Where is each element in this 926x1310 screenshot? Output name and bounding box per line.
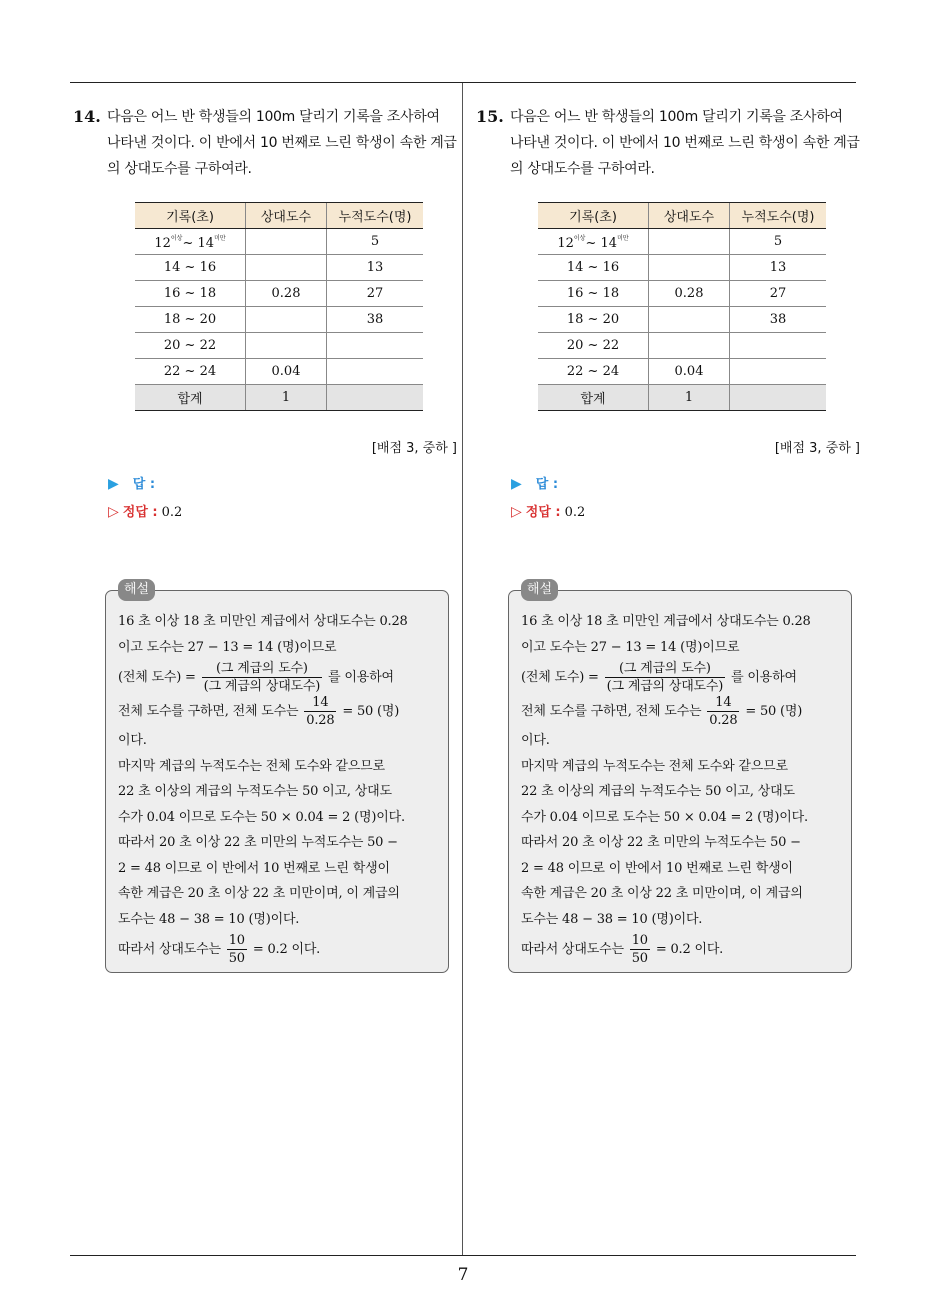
header-record: 기록(초) <box>538 203 649 229</box>
fraction-denominator: 50 <box>631 951 648 966</box>
cumulative-cell <box>730 333 827 359</box>
cumulative-cell: 27 <box>327 281 424 307</box>
explanation-line: 2 = 48 이므로 이 반에서 10 번째로 느린 학생이 <box>118 860 390 876</box>
table-row <box>538 359 826 385</box>
explanation-line: 22 초 이상의 계급의 누적도수는 50 이고, 상대도 <box>521 784 795 799</box>
formula-suffix: = 0.2 이다. <box>655 942 724 957</box>
table-total-row <box>538 385 826 411</box>
header-relative: 상대도수 <box>649 203 730 229</box>
explanation-line: 마지막 계급의 누적도수는 전체 도수와 같으므로 <box>521 758 788 774</box>
formula-lhs: (전체 도수) = <box>118 670 196 685</box>
table-row <box>135 359 423 385</box>
formula-prefix: 전체 도수를 구하면, 전체 도수는 <box>521 704 702 719</box>
cumulative-cell: 5 <box>730 229 827 255</box>
formula-lhs: (전체 도수) = <box>521 670 599 685</box>
explanation-formula-line <box>521 660 841 694</box>
record-low: 12 <box>557 235 574 251</box>
correct-answer-row <box>108 498 457 526</box>
correct-answer-row <box>511 498 860 526</box>
answer-row <box>108 470 457 498</box>
tag-low: 이상 <box>573 234 586 242</box>
relative-cell <box>649 255 730 281</box>
relative-cell <box>649 229 730 255</box>
table-row <box>538 333 826 359</box>
cumulative-cell <box>327 333 424 359</box>
relative-cell: 0.28 <box>246 281 327 307</box>
explanation-line: 도수는 48 − 38 = 10 (명)이다. <box>521 911 703 927</box>
record-cell: 14 ~ 16 <box>538 255 649 281</box>
table-row <box>135 255 423 281</box>
table-row <box>538 229 826 255</box>
header-relative: 상대도수 <box>246 203 327 229</box>
table-row <box>538 281 826 307</box>
fraction-numerator: 10 <box>228 933 245 948</box>
formula-suffix: = 50 (명) <box>745 704 803 719</box>
fraction-numerator: 14 <box>304 694 336 712</box>
record-high: 14 <box>600 235 618 251</box>
table-row <box>135 333 423 359</box>
formula-prefix: 따라서 상대도수는 <box>118 942 221 957</box>
total-relative: 1 <box>649 385 730 411</box>
record-cell <box>135 229 246 255</box>
cumulative-cell: 38 <box>327 307 424 333</box>
formula-prefix: 전체 도수를 구하면, 전체 도수는 <box>118 704 299 719</box>
explanation-line: 이고 도수는 27 − 13 = 14 (명)이므로 <box>521 639 740 655</box>
column-divider <box>462 83 463 1255</box>
explanation-line: 속한 계급은 20 초 이상 22 초 미만이며, 이 계급의 <box>118 886 400 901</box>
explanation-line: 도수는 48 − 38 = 10 (명)이다. <box>118 911 300 927</box>
cumulative-cell: 13 <box>730 255 827 281</box>
header-record: 기록(초) <box>135 203 246 229</box>
record-cell: 14 ~ 16 <box>135 255 246 281</box>
relative-cell <box>649 333 730 359</box>
explanation-label: 해설 <box>521 579 558 601</box>
formula-suffix: = 0.2 이다. <box>252 942 321 957</box>
problem-15 <box>476 104 860 973</box>
fraction <box>227 932 247 967</box>
record-cell: 22 ~ 24 <box>538 359 649 385</box>
outline-triangle-icon: ▷ <box>108 504 119 520</box>
explanation-line: 마지막 계급의 누적도수는 전체 도수와 같으므로 <box>118 758 385 774</box>
outline-triangle-icon: ▷ <box>511 504 522 520</box>
fraction <box>605 660 725 695</box>
record-low: 12 <box>154 235 171 251</box>
question-number: 15. <box>476 107 504 126</box>
explanation-formula-line <box>521 932 841 966</box>
cumulative-cell <box>730 359 827 385</box>
fraction-numerator: 10 <box>631 933 648 948</box>
header-cumulative: 누적도수(명) <box>327 203 424 229</box>
relative-cell <box>649 307 730 333</box>
explanation-line: 16 초 이상 18 초 미만인 계급에서 상대도수는 0.28 <box>521 614 811 629</box>
table-row <box>135 307 423 333</box>
fraction <box>304 694 336 729</box>
total-label: 합계 <box>538 385 649 411</box>
formula-suffix: 를 이용하여 <box>328 670 394 685</box>
question-header <box>73 104 457 182</box>
explanation-line: 이다. <box>521 733 550 748</box>
question-text: 다음은 어느 반 학생들의 100m 달리기 기록을 조사하여 나타낸 것이다. 이 반에서 10 번째로 느린 학생이 속한 계급의 상대도수를 구하여라. <box>510 109 860 177</box>
fraction-numerator: (그 계급의 도수) <box>202 660 322 678</box>
explanation-formula-line <box>118 660 438 694</box>
record-cell: 16 ~ 18 <box>538 281 649 307</box>
page-number: 7 <box>457 1265 469 1285</box>
answer-row <box>511 470 860 498</box>
explanation-box <box>105 582 449 973</box>
formula-suffix: = 50 (명) <box>342 704 400 719</box>
record-sep: ~ <box>182 235 194 251</box>
fraction-denominator: (그 계급의 상대도수) <box>606 679 724 694</box>
table-total-row <box>135 385 423 411</box>
correct-answer-value: 0.2 <box>564 505 586 520</box>
table-row <box>538 307 826 333</box>
total-cumulative <box>327 385 424 411</box>
fraction-denominator: 0.28 <box>306 713 335 728</box>
formula-suffix: 를 이용하여 <box>731 670 797 685</box>
explanation-formula-line <box>521 694 841 728</box>
fraction-denominator: 50 <box>228 951 245 966</box>
total-label: 합계 <box>135 385 246 411</box>
tag-high: 미만 <box>617 234 629 242</box>
header-cumulative: 누적도수(명) <box>730 203 827 229</box>
top-rule <box>70 82 856 83</box>
frequency-table <box>538 202 826 411</box>
fraction-denominator: (그 계급의 상대도수) <box>203 679 321 694</box>
record-cell: 22 ~ 24 <box>135 359 246 385</box>
tag-low: 이상 <box>170 234 183 242</box>
problem-14 <box>73 104 457 973</box>
explanation-formula-line <box>118 694 438 728</box>
explanation-line: 따라서 20 초 이상 22 초 미만의 누적도수는 50 − <box>521 835 801 850</box>
explanation-formula-line <box>118 932 438 966</box>
correct-answer-label: 정답 : <box>525 505 561 520</box>
record-cell: 16 ~ 18 <box>135 281 246 307</box>
total-relative: 1 <box>246 385 327 411</box>
record-cell: 18 ~ 20 <box>538 307 649 333</box>
table-header-row <box>538 203 826 229</box>
play-triangle-icon: ▶ <box>108 476 119 492</box>
explanation-label: 해설 <box>118 579 155 601</box>
fraction-numerator: 14 <box>707 694 739 712</box>
correct-answer-value: 0.2 <box>161 505 183 520</box>
table-row <box>538 255 826 281</box>
relative-cell <box>246 255 327 281</box>
play-triangle-icon: ▶ <box>511 476 522 492</box>
relative-cell: 0.04 <box>649 359 730 385</box>
formula-prefix: 따라서 상대도수는 <box>521 942 624 957</box>
cumulative-cell: 13 <box>327 255 424 281</box>
fraction <box>630 932 650 967</box>
explanation-line: 22 초 이상의 계급의 누적도수는 50 이고, 상대도 <box>118 784 392 799</box>
record-sep: ~ <box>585 235 597 251</box>
explanation-line: 수가 0.04 이므로 도수는 50 × 0.04 = 2 (명)이다. <box>118 809 405 825</box>
total-cumulative <box>730 385 827 411</box>
frequency-table <box>135 202 423 411</box>
answer-label: 답 : <box>535 477 559 492</box>
relative-cell <box>246 307 327 333</box>
explanation-line: 이다. <box>118 733 147 748</box>
question-text: 다음은 어느 반 학생들의 100m 달리기 기록을 조사하여 나타낸 것이다. 이 반에서 10 번째로 느린 학생이 속한 계급의 상대도수를 구하여라. <box>107 109 457 177</box>
answer-block <box>511 470 860 526</box>
question-header <box>476 104 860 182</box>
record-high: 14 <box>197 235 215 251</box>
table-row <box>135 229 423 255</box>
record-cell: 20 ~ 22 <box>538 333 649 359</box>
bottom-rule <box>70 1255 856 1256</box>
fraction-numerator: (그 계급의 도수) <box>605 660 725 678</box>
fraction <box>707 694 739 729</box>
explanation-line: 따라서 20 초 이상 22 초 미만의 누적도수는 50 − <box>118 835 398 850</box>
explanation-line: 16 초 이상 18 초 미만인 계급에서 상대도수는 0.28 <box>118 614 408 629</box>
cumulative-cell <box>327 359 424 385</box>
relative-cell: 0.28 <box>649 281 730 307</box>
answer-label: 답 : <box>132 477 156 492</box>
record-cell <box>538 229 649 255</box>
fraction <box>202 660 322 695</box>
relative-cell <box>246 229 327 255</box>
table-row <box>135 281 423 307</box>
table-header-row <box>135 203 423 229</box>
cumulative-cell: 27 <box>730 281 827 307</box>
correct-answer-label: 정답 : <box>122 505 158 520</box>
record-cell: 20 ~ 22 <box>135 333 246 359</box>
record-cell: 18 ~ 20 <box>135 307 246 333</box>
explanation-line: 이고 도수는 27 − 13 = 14 (명)이므로 <box>118 639 337 655</box>
explanation-box <box>508 582 852 973</box>
explanation-line: 수가 0.04 이므로 도수는 50 × 0.04 = 2 (명)이다. <box>521 809 808 825</box>
fraction-denominator: 0.28 <box>709 713 738 728</box>
relative-cell <box>246 333 327 359</box>
score-info: [배점 3, 중하 ] <box>371 441 457 456</box>
answer-block <box>108 470 457 526</box>
cumulative-cell: 5 <box>327 229 424 255</box>
cumulative-cell: 38 <box>730 307 827 333</box>
explanation-line: 속한 계급은 20 초 이상 22 초 미만이며, 이 계급의 <box>521 886 803 901</box>
question-number: 14. <box>73 107 101 126</box>
explanation-line: 2 = 48 이므로 이 반에서 10 번째로 느린 학생이 <box>521 860 793 876</box>
score-info: [배점 3, 중하 ] <box>774 441 860 456</box>
relative-cell: 0.04 <box>246 359 327 385</box>
tag-high: 미만 <box>214 234 226 242</box>
